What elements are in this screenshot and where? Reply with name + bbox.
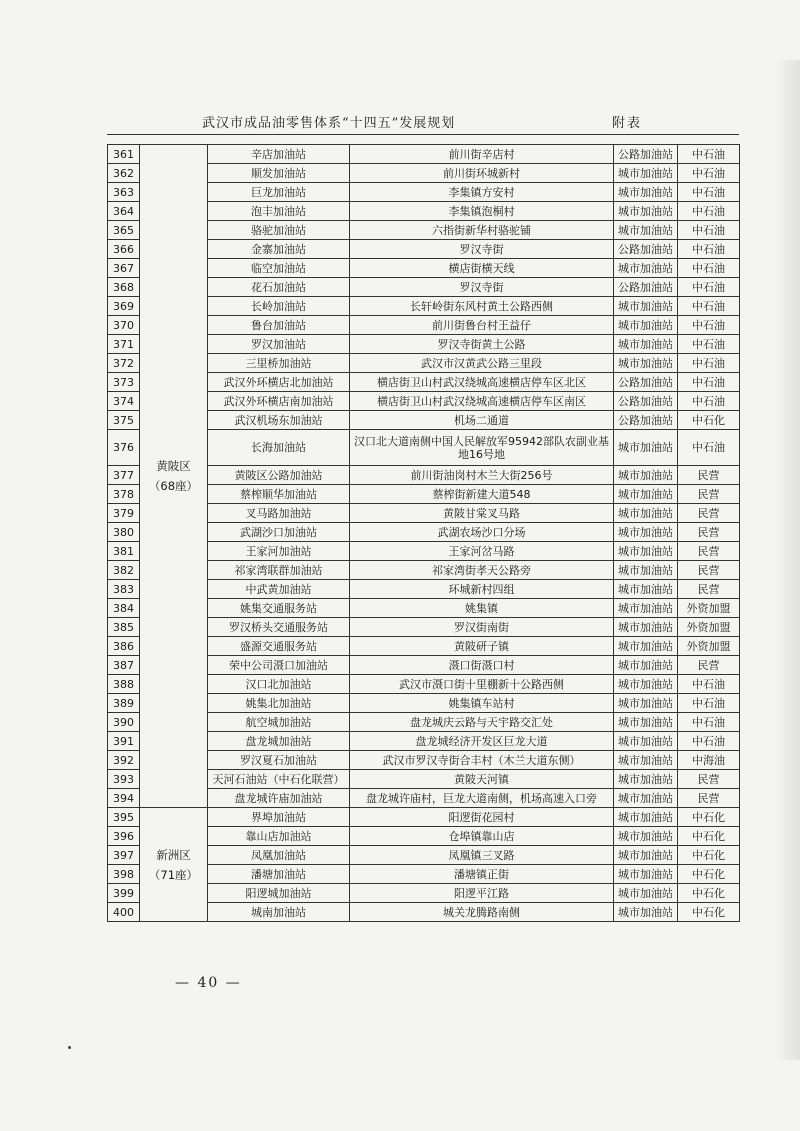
address-cell: 凤凰镇三叉路 — [350, 846, 614, 865]
operator-cell: 中石油 — [678, 675, 740, 694]
row-number-cell: 369 — [108, 297, 140, 316]
station-name-cell: 长海加油站 — [208, 430, 350, 466]
station-type-cell: 城市加油站 — [614, 694, 678, 713]
row-number-cell: 386 — [108, 637, 140, 656]
header-rule — [107, 134, 739, 135]
station-name-cell: 罗汉加油站 — [208, 335, 350, 354]
district-name: 新洲区 — [156, 847, 191, 862]
operator-cell: 民营 — [678, 542, 740, 561]
station-name-cell: 鲁台加油站 — [208, 316, 350, 335]
station-name-cell: 天河石油站（中石化联营） — [208, 770, 350, 789]
document-header-title: 武汉市成品油零售体系“十四五”发展规划 — [202, 116, 456, 131]
operator-cell: 外资加盟 — [678, 637, 740, 656]
row-number-cell: 370 — [108, 316, 140, 335]
station-name-cell: 盘龙城加油站 — [208, 732, 350, 751]
address-cell: 横店街卫山村武汉绕城高速横店停车区南区 — [350, 392, 614, 411]
operator-cell: 民营 — [678, 561, 740, 580]
address-cell: 机场二通道 — [350, 411, 614, 430]
station-name-cell: 阳逻城加油站 — [208, 884, 350, 903]
operator-cell: 中石油 — [678, 164, 740, 183]
address-cell: 王家河岔马路 — [350, 542, 614, 561]
operator-cell: 中石化 — [678, 846, 740, 865]
operator-cell: 中石化 — [678, 808, 740, 827]
row-number-cell: 366 — [108, 240, 140, 259]
station-name-cell: 界埠加油站 — [208, 808, 350, 827]
station-name-cell: 凤凰加油站 — [208, 846, 350, 865]
row-number-cell: 392 — [108, 751, 140, 770]
address-cell: 武汉市汉黄武公路三里段 — [350, 354, 614, 373]
station-type-cell: 城市加油站 — [614, 808, 678, 827]
row-number-cell: 375 — [108, 411, 140, 430]
operator-cell: 民营 — [678, 523, 740, 542]
station-name-cell: 武湖沙口加油站 — [208, 523, 350, 542]
station-type-cell: 城市加油站 — [614, 221, 678, 240]
operator-cell: 中石化 — [678, 884, 740, 903]
station-type-cell: 城市加油站 — [614, 466, 678, 485]
station-type-cell: 公路加油站 — [614, 373, 678, 392]
station-type-cell: 城市加油站 — [614, 335, 678, 354]
row-number-cell: 373 — [108, 373, 140, 392]
station-name-cell: 潘塘加油站 — [208, 865, 350, 884]
address-cell: 前川街鲁台村王益仔 — [350, 316, 614, 335]
station-type-cell: 城市加油站 — [614, 316, 678, 335]
operator-cell: 中石油 — [678, 732, 740, 751]
row-number-cell: 396 — [108, 827, 140, 846]
address-cell: 环城新村四组 — [350, 580, 614, 599]
station-name-cell: 中武黄加油站 — [208, 580, 350, 599]
operator-cell: 民营 — [678, 656, 740, 675]
row-number-cell: 383 — [108, 580, 140, 599]
address-cell: 前川街辛店村 — [350, 145, 614, 164]
station-type-cell: 公路加油站 — [614, 392, 678, 411]
station-type-cell: 城市加油站 — [614, 770, 678, 789]
row-number-cell: 367 — [108, 259, 140, 278]
station-name-cell: 临空加油站 — [208, 259, 350, 278]
operator-cell: 中石油 — [678, 694, 740, 713]
station-type-cell: 城市加油站 — [614, 903, 678, 922]
gas-station-table — [107, 144, 740, 922]
row-number-cell: 379 — [108, 504, 140, 523]
address-cell: 前川街环城新村 — [350, 164, 614, 183]
operator-cell: 民营 — [678, 504, 740, 523]
operator-cell: 中石油 — [678, 335, 740, 354]
operator-cell: 中石油 — [678, 297, 740, 316]
address-cell: 武汉市罗汉寺街合丰村（木兰大道东侧） — [350, 751, 614, 770]
station-type-cell: 城市加油站 — [614, 865, 678, 884]
row-number-cell: 389 — [108, 694, 140, 713]
station-type-cell: 城市加油站 — [614, 259, 678, 278]
station-type-cell: 城市加油站 — [614, 884, 678, 903]
row-number-cell: 397 — [108, 846, 140, 865]
row-number-cell: 363 — [108, 183, 140, 202]
row-number-cell: 382 — [108, 561, 140, 580]
station-type-cell: 城市加油站 — [614, 164, 678, 183]
address-cell: 盘龙城许庙村，巨龙大道南侧，机场高速入口旁 — [350, 789, 614, 808]
operator-cell: 中石油 — [678, 240, 740, 259]
district-cell — [140, 145, 208, 808]
row-number-cell: 374 — [108, 392, 140, 411]
address-cell: 姚集镇 — [350, 599, 614, 618]
address-cell: 横店街横天线 — [350, 259, 614, 278]
row-number-cell: 372 — [108, 354, 140, 373]
station-name-cell: 巨龙加油站 — [208, 183, 350, 202]
station-name-cell: 蔡榨顺华加油站 — [208, 485, 350, 504]
row-number-cell: 361 — [108, 145, 140, 164]
address-cell: 六指街新华村骆驼铺 — [350, 221, 614, 240]
operator-cell: 民营 — [678, 580, 740, 599]
operator-cell: 中石油 — [678, 392, 740, 411]
station-type-cell: 城市加油站 — [614, 504, 678, 523]
row-number-cell: 395 — [108, 808, 140, 827]
station-type-cell: 城市加油站 — [614, 297, 678, 316]
station-name-cell: 骆驼加油站 — [208, 221, 350, 240]
station-name-cell: 祁家湾联群加油站 — [208, 561, 350, 580]
row-number-cell: 384 — [108, 599, 140, 618]
district-name: 黄陂区 — [156, 459, 191, 473]
operator-cell: 民营 — [678, 770, 740, 789]
operator-cell: 中石化 — [678, 865, 740, 884]
station-name-cell: 靠山店加油站 — [208, 827, 350, 846]
row-number-cell: 394 — [108, 789, 140, 808]
station-type-cell: 城市加油站 — [614, 713, 678, 732]
address-cell: 罗汉寺街黄土公路 — [350, 335, 614, 354]
address-cell: 前川街油岗村木兰大街256号 — [350, 466, 614, 485]
station-type-cell: 公路加油站 — [614, 145, 678, 164]
operator-cell: 中石油 — [678, 373, 740, 392]
station-name-cell: 三里桥加油站 — [208, 354, 350, 373]
row-number-cell: 377 — [108, 466, 140, 485]
table-row — [108, 808, 740, 827]
station-name-cell: 汉口北加油站 — [208, 675, 350, 694]
row-number-cell: 387 — [108, 656, 140, 675]
station-type-cell: 城市加油站 — [614, 599, 678, 618]
row-number-cell: 378 — [108, 485, 140, 504]
row-number-cell: 388 — [108, 675, 140, 694]
address-cell: 盘龙城庆云路与天宇路交汇处 — [350, 713, 614, 732]
address-cell: 武汉市滠口街十里棚新十公路西侧 — [350, 675, 614, 694]
address-cell: 黄陂研子镇 — [350, 637, 614, 656]
address-cell: 黄陂甘棠叉马路 — [350, 504, 614, 523]
station-type-cell: 城市加油站 — [614, 751, 678, 770]
address-cell: 阳逻平江路 — [350, 884, 614, 903]
station-type-cell: 城市加油站 — [614, 618, 678, 637]
operator-cell: 中石油 — [678, 354, 740, 373]
row-number-cell: 399 — [108, 884, 140, 903]
operator-cell: 民营 — [678, 485, 740, 504]
row-number-cell: 371 — [108, 335, 140, 354]
address-cell: 李集镇泡桐村 — [350, 202, 614, 221]
station-type-cell: 公路加油站 — [614, 278, 678, 297]
station-name-cell: 武汉外环横店南加油站 — [208, 392, 350, 411]
row-number-cell: 400 — [108, 903, 140, 922]
address-cell: 李集镇方安村 — [350, 183, 614, 202]
station-type-cell: 城市加油站 — [614, 202, 678, 221]
operator-cell: 民营 — [678, 466, 740, 485]
station-type-cell: 城市加油站 — [614, 523, 678, 542]
operator-cell: 中石油 — [678, 316, 740, 335]
station-name-cell: 城南加油站 — [208, 903, 350, 922]
scan-speck — [68, 1046, 71, 1049]
station-type-cell: 城市加油站 — [614, 732, 678, 751]
row-number-cell: 381 — [108, 542, 140, 561]
row-number-cell: 393 — [108, 770, 140, 789]
operator-cell: 中石油 — [678, 430, 740, 466]
operator-cell: 外资加盟 — [678, 599, 740, 618]
station-type-cell: 城市加油站 — [614, 485, 678, 504]
station-type-cell: 城市加油站 — [614, 561, 678, 580]
operator-cell: 中石油 — [678, 713, 740, 732]
row-number-cell: 380 — [108, 523, 140, 542]
operator-cell: 外资加盟 — [678, 618, 740, 637]
station-type-cell: 城市加油站 — [614, 846, 678, 865]
station-name-cell: 姚集北加油站 — [208, 694, 350, 713]
operator-cell: 中石油 — [678, 278, 740, 297]
station-name-cell: 金寨加油站 — [208, 240, 350, 259]
operator-cell: 中石油 — [678, 145, 740, 164]
district-count: （68座） — [148, 479, 199, 493]
operator-cell: 中石化 — [678, 903, 740, 922]
station-name-cell: 盘龙城许庙加油站 — [208, 789, 350, 808]
station-name-cell: 叉马路加油站 — [208, 504, 350, 523]
operator-cell: 中石油 — [678, 259, 740, 278]
station-type-cell: 城市加油站 — [614, 656, 678, 675]
station-type-cell: 城市加油站 — [614, 354, 678, 373]
row-number-cell: 376 — [108, 430, 140, 466]
address-cell: 横店街卫山村武汉绕城高速横店停车区北区 — [350, 373, 614, 392]
operator-cell: 中石油 — [678, 183, 740, 202]
station-name-cell: 罗汉桥头交通服务站 — [208, 618, 350, 637]
document-header-appendix: 附表 — [612, 116, 643, 131]
address-cell: 潘塘镇正街 — [350, 865, 614, 884]
station-name-cell: 荣中公司滠口加油站 — [208, 656, 350, 675]
address-cell: 长轩岭街东风村黄土公路西侧 — [350, 297, 614, 316]
address-cell: 蔡榨街新建大道548 — [350, 485, 614, 504]
station-name-cell: 罗汉夏石加油站 — [208, 751, 350, 770]
address-cell: 姚集镇车站村 — [350, 694, 614, 713]
station-name-cell: 武汉外环横店北加油站 — [208, 373, 350, 392]
row-number-cell: 365 — [108, 221, 140, 240]
address-cell: 罗汉寺街 — [350, 278, 614, 297]
address-cell: 罗汉寺街 — [350, 240, 614, 259]
operator-cell: 中石油 — [678, 202, 740, 221]
station-type-cell: 公路加油站 — [614, 411, 678, 430]
row-number-cell: 391 — [108, 732, 140, 751]
station-type-cell: 城市加油站 — [614, 580, 678, 599]
address-cell: 黄陂天河镇 — [350, 770, 614, 789]
station-name-cell: 花石加油站 — [208, 278, 350, 297]
station-name-cell: 盛源交通服务站 — [208, 637, 350, 656]
operator-cell: 中海油 — [678, 751, 740, 770]
row-number-cell: 364 — [108, 202, 140, 221]
station-name-cell: 航空城加油站 — [208, 713, 350, 732]
operator-cell: 中石化 — [678, 411, 740, 430]
address-cell: 阳逻街花园村 — [350, 808, 614, 827]
station-type-cell: 城市加油站 — [614, 542, 678, 561]
page-edge-shadow — [774, 60, 800, 1060]
address-cell: 仓埠镇靠山店 — [350, 827, 614, 846]
station-type-cell: 城市加油站 — [614, 183, 678, 202]
station-name-cell: 姚集交通服务站 — [208, 599, 350, 618]
operator-cell: 中石油 — [678, 221, 740, 240]
station-name-cell: 黄陂区公路加油站 — [208, 466, 350, 485]
district-count: （71座） — [148, 867, 199, 882]
station-type-cell: 城市加油站 — [614, 675, 678, 694]
operator-cell: 民营 — [678, 789, 740, 808]
row-number-cell: 398 — [108, 865, 140, 884]
station-name-cell: 泡丰加油站 — [208, 202, 350, 221]
station-type-cell: 公路加油站 — [614, 240, 678, 259]
operator-cell: 中石化 — [678, 827, 740, 846]
address-cell: 盘龙城经济开发区巨龙大道 — [350, 732, 614, 751]
station-type-cell: 城市加油站 — [614, 637, 678, 656]
station-type-cell: 城市加油站 — [614, 827, 678, 846]
address-cell: 滠口街滠口村 — [350, 656, 614, 675]
station-type-cell: 城市加油站 — [614, 789, 678, 808]
page-number: — 40 — — [175, 975, 242, 991]
row-number-cell: 362 — [108, 164, 140, 183]
table-row — [108, 145, 740, 164]
row-number-cell: 390 — [108, 713, 140, 732]
station-type-cell: 城市加油站 — [614, 430, 678, 466]
address-cell: 祁家湾街孝天公路旁 — [350, 561, 614, 580]
address-cell: 武湖农场沙口分场 — [350, 523, 614, 542]
station-name-cell: 王家河加油站 — [208, 542, 350, 561]
table-body — [108, 145, 740, 922]
address-cell: 汉口北大道南侧中国人民解放军95942部队农副业基地16号地 — [350, 430, 614, 466]
station-name-cell: 顺发加油站 — [208, 164, 350, 183]
row-number-cell: 368 — [108, 278, 140, 297]
station-name-cell: 长岭加油站 — [208, 297, 350, 316]
address-cell: 城关龙腾路南侧 — [350, 903, 614, 922]
station-name-cell: 武汉机场东加油站 — [208, 411, 350, 430]
station-name-cell: 辛店加油站 — [208, 145, 350, 164]
address-cell: 罗汉街南街 — [350, 618, 614, 637]
district-cell — [140, 808, 208, 922]
row-number-cell: 385 — [108, 618, 140, 637]
